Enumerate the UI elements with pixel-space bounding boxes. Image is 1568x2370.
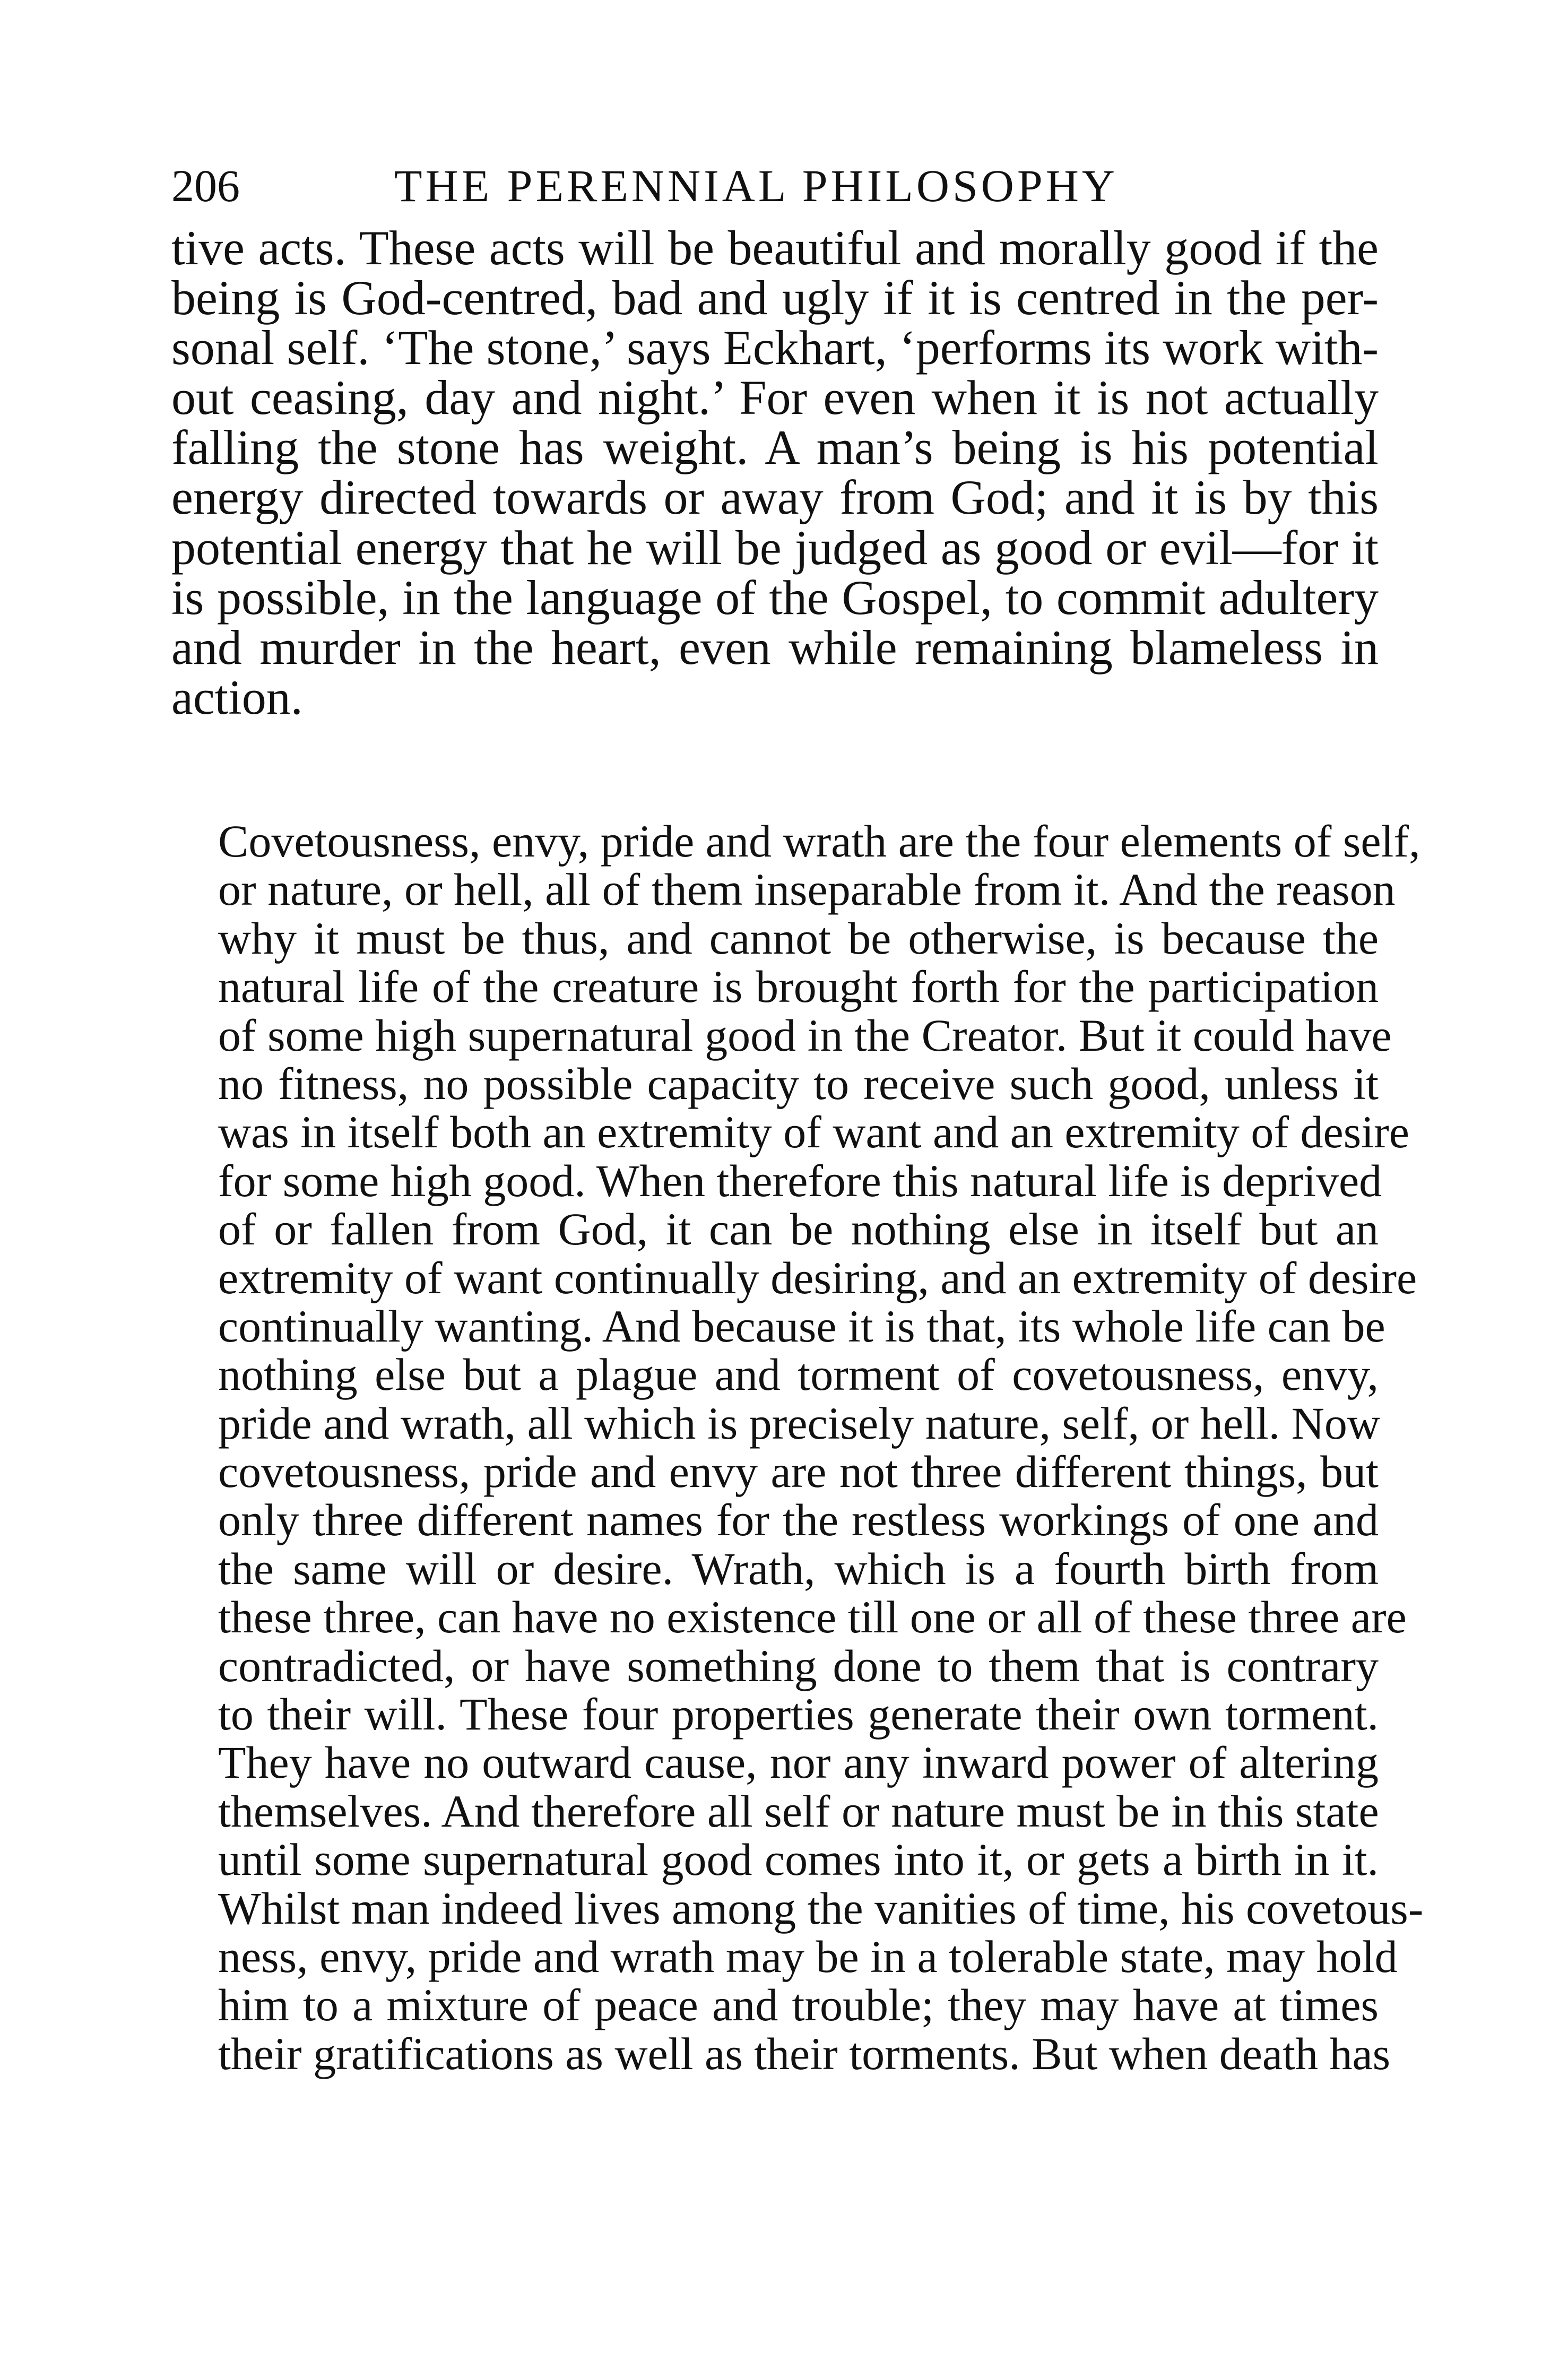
quote-line: They have no outward cause, nor any inward power of altering [218,1737,1379,1788]
quote-line: natural life of the creature is brought forth for the participation [218,961,1379,1013]
quote-line: only three different names for the restless workings of one and [218,1494,1379,1546]
quote-line: of some high supernatural good in the Creator. But it could have [218,1009,1392,1061]
text-line: energy directed towards or away from God; and it is by this [171,470,1379,525]
quote-line: until some supernatural good comes into it, or gets a birth in it. [218,1834,1379,1885]
quote-line: why it must be thus, and cannot be otherwise, is because the [218,912,1379,964]
quote-line: Whilst man indeed lives among the vanities of time, his covetous- [218,1882,1424,1934]
quote-line: of or fallen from God, it can be nothing else in itself but an [218,1204,1379,1255]
quote-line: or nature, or hell, all of them inseparable from it. And the reason [218,864,1396,915]
book-title: THE PERENNIAL PHILOSOPHY [394,160,1118,211]
quote-line: pride and wrath, all which is precisely nature, self, or hell. Now [218,1397,1380,1449]
text-line: and murder in the heart, even while remaining blameless in [171,620,1379,674]
quote-line: ness, envy, pride and wrath may be in a tolerable state, may hold [218,1931,1398,1982]
text-line: being is God-centred, bad and ugly if it is centred in the per- [171,271,1379,325]
quote-line: the same will or desire. Wrath, which is a fourth birth from [218,1543,1379,1594]
text-line: potential energy that he will be judged as good or evil—for it [171,520,1379,575]
quote-line: extremity of want continually desiring, and an extremity of desire [218,1252,1417,1303]
quote-line: continually wanting. And because it is that, its whole life can be [218,1300,1385,1352]
text-line: tive acts. These acts will be beautiful and morally good if the [171,221,1379,275]
quote-line: to their will. These four properties generate their own torment. [218,1689,1379,1740]
quote-line: themselves. And therefore all self or nature must be in this state [218,1785,1379,1837]
quote-line: no fitness, no possible capacity to receive such good, unless it [218,1058,1379,1109]
text-line: out ceasing, day and night.’ For even when it is not actually [171,370,1379,425]
page-number: 206 [171,160,240,211]
running-head [171,157,1180,215]
quote-line: Covetousness, envy, pride and wrath are the four elements of self, [218,816,1420,867]
text-line: action. [171,670,303,724]
text-line: falling the stone has weight. A man’s being is his potential [171,420,1379,475]
quote-line: contradicted, or have something done to them that is contrary [218,1640,1379,1691]
quote-line: covetousness, pride and envy are not three different things, but [218,1446,1379,1498]
quote-line: for some high good. When therefore this natural life is deprived [218,1155,1382,1206]
quote-line: nothing else but a plague and torment of covetousness, envy, [218,1349,1379,1400]
quote-line: these three, can have no existence till one or all of these three are [218,1591,1407,1643]
main-paragraph [171,223,1379,722]
text-line: sonal self. ‘The stone,’ says Eckhart, ‘performs its work with- [171,321,1379,375]
quotation-paragraph [218,816,1424,2079]
quote-line: was in itself both an extremity of want and an extremity of desire [218,1106,1409,1158]
text-line: is possible, in the language of the Gospel, to commit adultery [171,570,1379,625]
quote-line: him to a mixture of peace and trouble; they may have at times [218,1979,1379,2031]
quote-line: their gratifications as well as their torments. But when death has [218,2028,1391,2079]
